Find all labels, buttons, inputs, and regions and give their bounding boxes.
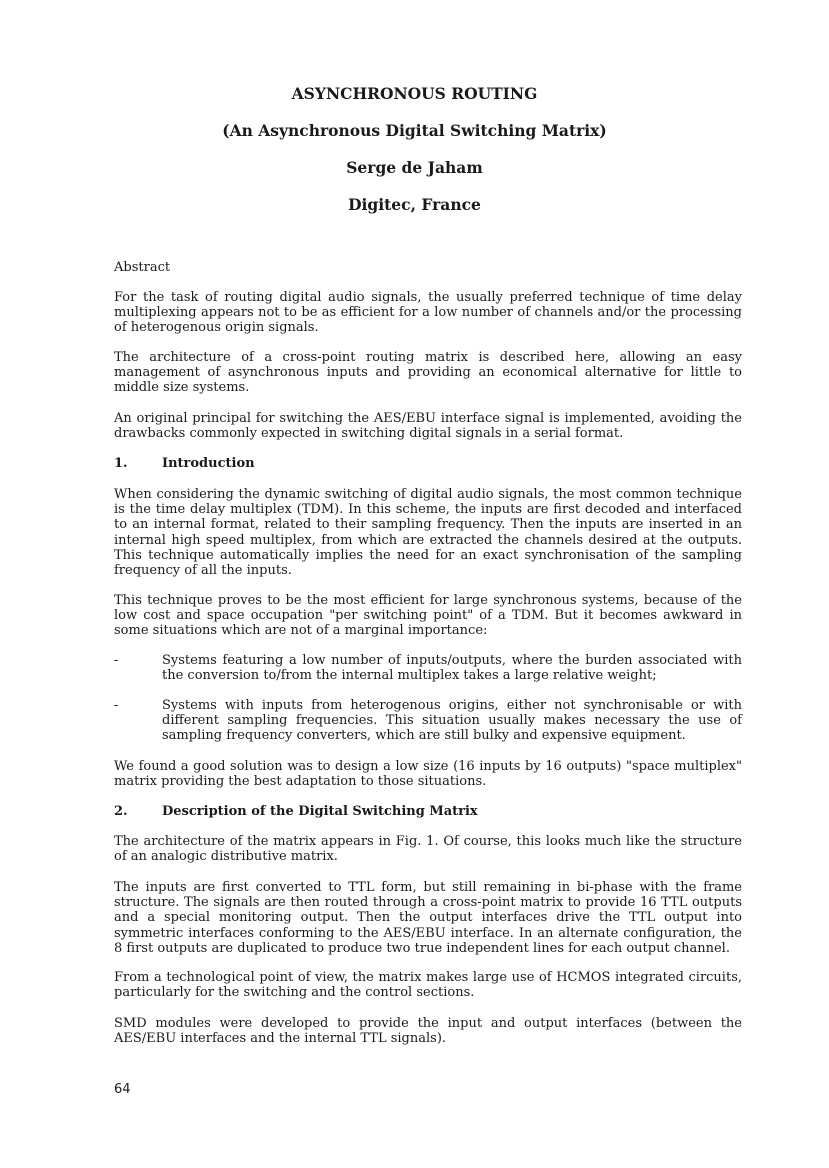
author-affiliation: Digitec, France bbox=[348, 195, 481, 214]
abstract-paragraph: The architecture of a cross-point routing matrix is described here, allowing an easy management of asynchronous inputs and providing an economical alternative for little to middle size systems. bbox=[114, 350, 742, 396]
body-paragraph: When considering the dynamic switching of digital audio signals, the most common technique is the time delay multiplex (TDM). In this scheme, the inputs are first decoded and interfaced to an internal format, related to their sampling frequency. Then the inputs are inserted in an internal high speed multiplex, from which are extracted the channels desired at the outputs. This technique automatically implies the need for an exact synchronisation of the sampling frequency of all the inputs. bbox=[114, 487, 742, 579]
paper-subtitle: (An Asynchronous Digital Switching Matrix) bbox=[222, 121, 607, 140]
abstract-label: Abstract bbox=[114, 260, 171, 275]
page-number: 64 bbox=[114, 1082, 131, 1097]
list-item-text: Systems with inputs from heterogenous origins, either not synchronisable or with different sampling frequencies. This situation usually makes necessary the use of sampling frequency converters, which are still bulky and expensive equipment. bbox=[162, 698, 742, 744]
section-title: Introduction bbox=[162, 456, 255, 471]
body-paragraph: SMD modules were developed to provide the input and output interfaces (between the AES/EBU interfaces and the internal TTL signals). bbox=[114, 1016, 742, 1047]
abstract-paragraph: An original principal for switching the AES/EBU interface signal is implemented, avoiding the drawbacks commonly expected in switching digital signals in a serial format. bbox=[114, 411, 742, 442]
body-paragraph: The architecture of the matrix appears in Fig. 1. Of course, this looks much like the structure of an analogic distributive matrix. bbox=[114, 834, 742, 865]
section-heading-introduction bbox=[114, 456, 255, 471]
bullet-dash: - bbox=[114, 698, 119, 713]
section-heading-description bbox=[114, 804, 478, 819]
body-paragraph: We found a good solution was to design a low size (16 inputs by 16 outputs) "space multiplex" matrix providing the best adaptation to those situations. bbox=[114, 759, 742, 790]
body-paragraph: From a technological point of view, the matrix makes large use of HCMOS integrated circuits, particularly for the switching and the control sections. bbox=[114, 970, 742, 1001]
abstract-paragraph: For the task of routing digital audio signals, the usually preferred technique of time delay multiplexing appears not to be as efficient for a low number of channels and/or the processing of heterogenous origin signals. bbox=[114, 290, 742, 336]
body-paragraph: The inputs are first converted to TTL form, but still remaining in bi-phase with the frame structure. The signals are then routed through a cross-point matrix to provide 16 TTL outputs and a special monitoring output. Then the output interfaces drive the TTL output into symmetric interfaces conforming to the AES/EBU interface. In an alternate configuration, the 8 first outputs are duplicated to produce two true independent lines for each output channel. bbox=[114, 880, 742, 956]
list-item-text: Systems featuring a low number of inputs/outputs, where the burden associated with the conversion to/from the internal multiplex takes a large relative weight; bbox=[162, 653, 742, 684]
bullet-dash: - bbox=[114, 653, 119, 668]
section-number: 2. bbox=[114, 804, 128, 819]
body-paragraph: This technique proves to be the most efficient for large synchronous systems, because of the low cost and space occupation "per switching point" of a TDM. But it becomes awkward in some situations which are not of a marginal importance: bbox=[114, 593, 742, 639]
section-title: Description of the Digital Switching Matrix bbox=[162, 804, 478, 819]
paper-title: ASYNCHRONOUS ROUTING bbox=[291, 84, 538, 103]
author-name: Serge de Jaham bbox=[346, 158, 483, 177]
section-number: 1. bbox=[114, 456, 128, 471]
